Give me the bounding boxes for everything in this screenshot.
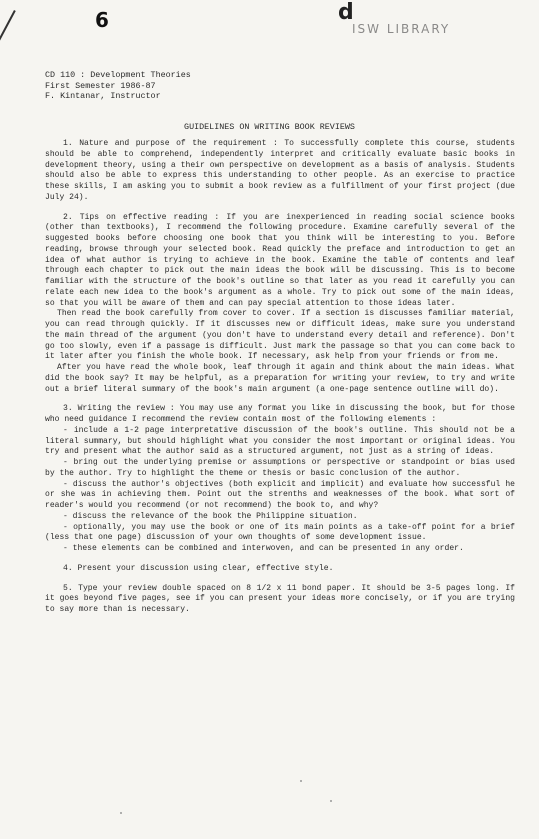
course-line: CD 110 : Development Theories bbox=[45, 70, 191, 80]
document-body bbox=[45, 139, 515, 623]
bullet-1: - include a 1-2 page interpretative discussion of the book's outline. This should not be a literal summary, but should highlight what you consider the most important or original ideas. You try and present what the author said as a structured argument, not just as a string of ideas. bbox=[45, 425, 515, 457]
instructor-line: F. Kintanar, Instructor bbox=[45, 91, 161, 101]
bullet-6: - these elements can be combined and interwoven, and can be presented in any order. bbox=[63, 544, 464, 553]
paragraph-7: 5. Type your review double spaced on 8 1/2 x 11 bond paper. It should be 3-5 pages long. If it goes beyond five pages, see if you can present your ideas more concisely, or if you are trying to say more than is necessary. bbox=[45, 583, 515, 614]
semester-line: First Semester 1986-87 bbox=[45, 80, 156, 91]
bullet-2: - bring out the underlying premise or assumptions or perspective or standpoint or bias used by the author. Try to highlight the theme or thesis or basic conclusion of the author. bbox=[45, 458, 515, 478]
paragraph-1: 1. Nature and purpose of the requirement : To successfully complete this course, students should be able to comprehend, independently interpret and critically evaluate basic books in development theory, using a their own perspective on development as a basis of analysis. Students should also be able to express this understanding to other people. As an exercise to practice these skills, I am asking you to submit a book review as a fulfillment of your first project (due July 24). bbox=[45, 139, 515, 202]
paragraph-4: After you have read the whole book, leaf through it again and think about the main ideas. What did the book say? It may be helpful, as a preparation for writing your review, to try and write out a brief literal summary of the book's main argument (a one-page sentence outline will do). bbox=[45, 363, 515, 394]
handwritten-initial: d bbox=[338, 0, 354, 25]
paragraph-3: Then read the book carefully from cover to cover. If a section is discusses familiar material, you can read through quickly. If it discusses new or difficult ideas, make sure you understand the main thread of the argument (you don't have to understand every detail and reference). Don't go too slowly, even if a passage is difficult. Just mark the passage so that you can come back to it later after you finish the whole book. If necessary, ask help from your friends or from me. bbox=[45, 309, 515, 362]
bullet-3: - discuss the author's objectives (both explicit and implicit) and evaluate how successful he or she was in achieving them. Point out the strenths and weaknesses of the book. What sort of reader's would you recommend (or not recommend) the book to, and why? bbox=[45, 479, 515, 510]
handwritten-number: 6 bbox=[95, 8, 109, 32]
course-header bbox=[45, 70, 505, 102]
pen-slash-mark bbox=[0, 10, 16, 64]
bullet-4: - discuss the relevance of the book the Philippine situation. bbox=[63, 511, 358, 521]
paper-speck bbox=[330, 800, 332, 802]
paragraph-6: 4. Present your discussion using clear, effective style. bbox=[63, 563, 334, 573]
library-stamp: ISW LIBRARY bbox=[352, 22, 451, 36]
document-title: GUIDELINES ON WRITING BOOK REVIEWS bbox=[184, 122, 355, 132]
paper-speck bbox=[300, 780, 302, 782]
paper-speck bbox=[120, 812, 122, 814]
paragraph-2: 2. Tips on effective reading : If you are inexperienced in reading social science books (other than textbooks), I recommend the following procedure. Examine carefully several of the suggested books before choosing one book that you think will be interesting to you. Before reading, browse through your selected book. Read quickly the preface and introduction to get an idea of what author is trying to achieve in the book. Examine the table of contents and leaf through each chapter to pick out the main ideas the book will be discussing. This is to become familiar with the structure of the book's outline so that later as you read it carefully you can relate each new idea to the book's argument as a whole. Try to pick out some of the main ideas, so that you will be aware of them and can pay special attention to those ideas later. bbox=[45, 212, 515, 308]
bullet-5: - optionally, you may use the book or one of its main points as a take-off point for a brief (less that one page) discussion of your own thoughts of some development issue. bbox=[45, 522, 515, 543]
paragraph-5: 3. Writing the review : You may use any format you like in discussing the book, but for those who need guidance I recommend the review contain most of the following elements : bbox=[45, 404, 515, 424]
